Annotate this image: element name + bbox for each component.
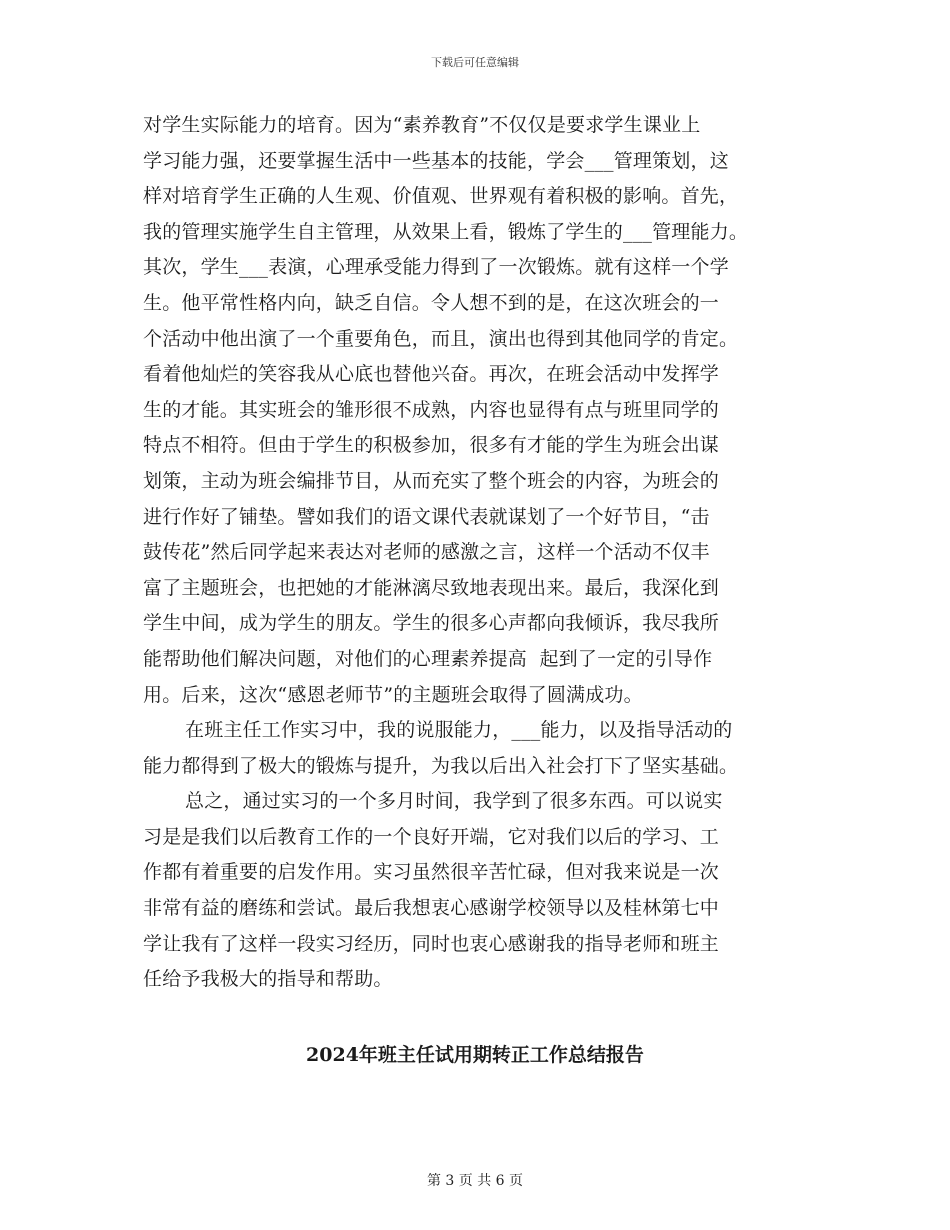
text-line: 个活动中他出演了一个重要角色，而且，演出也得到其他同学的肯定。 [143, 327, 739, 350]
text-line: 我的管理实施学生自主管理，从效果上看，锻炼了学生的___管理能力。 [143, 220, 749, 243]
text-line: 富了主题班会，也把她的才能淋漓尽致地表现出来。最后，我深化到 [143, 576, 720, 599]
text-line: 对学生实际能力的培育。因为“素养教育”不仅仅是要求学生课业上 [143, 114, 701, 136]
text-line: 学生中间，成为学生的朋友。学生的很多心声都向我倾诉，我尽我所 [143, 612, 720, 635]
text-line: 特点不相符。但由于学生的积极参加，很多有才能的学生为班会出谋 [143, 434, 720, 457]
section-heading: 2024年班主任试用期转正工作总结报告 [306, 1044, 644, 1066]
document-body [143, 108, 807, 998]
text-line: 能帮助他们解决问题，对他们的心理素养提高 起到了一定的引导作 [143, 647, 713, 670]
text-line: 用。后来，这次“感恩老师节”的主题班会取得了圆满成功。 [143, 683, 643, 706]
page-number-footer: 第 3 页 共 6 页 [426, 1173, 524, 1189]
text-line: 非常有益的磨练和尝试。最后我想衷心感谢学校领导以及桂林第七中 [143, 897, 720, 920]
text-line: 生的才能。其实班会的雏形很不成熟，内容也显得有点与班里同学的 [143, 398, 720, 421]
text-line: 任给予我极大的指导和帮助。 [143, 968, 393, 991]
text-line: 学让我有了这样一段实习经历，同时也衷心感谢我的指导老师和班主 [143, 932, 720, 955]
text-line-paragraph-start: 在班主任工作实习中，我的说服能力，___能力，以及指导活动的 [185, 719, 733, 742]
text-line: 样对培育学生正确的人生观、价值观、世界观有着积极的影响。首先， [143, 185, 739, 208]
header-note: 下载后可任意编辑 [431, 56, 519, 69]
text-line: 鼓传花”然后同学起来表达对老师的感激之言，这样一个活动不仅丰 [143, 541, 710, 564]
text-line: 能力都得到了极大的锻炼与提升，为我以后出入社会打下了坚实基础。 [143, 754, 739, 777]
text-line: 作都有着重要的启发作用。实习虽然很辛苦忙碌，但对我来说是一次 [143, 861, 720, 884]
text-line-paragraph-start: 总之，通过实习的一个多月时间，我学到了很多东西。可以说实 [185, 790, 723, 813]
text-line: 学习能力强，还要掌握生活中一些基本的技能，学会___管理策划，这 [143, 149, 729, 172]
text-line: 其次，学生___表演，心理承受能力得到了一次锻炼。就有这样一个学 [143, 256, 729, 279]
text-line: 进行作好了铺垫。譬如我们的语文课代表就谋划了一个好节目，“击 [143, 505, 710, 528]
text-line: 看着他灿烂的笑容我从心底也替他兴奋。再次，在班会活动中发挥学 [143, 363, 720, 386]
text-line: 习是是我们以后教育工作的一个良好开端，它对我们以后的学习、工 [143, 825, 720, 848]
text-line: 生。他平常性格内向，缺乏自信。令人想不到的是，在这次班会的一 [143, 291, 720, 314]
text-line: 划策，主动为班会编排节目，从而充实了整个班会的内容，为班会的 [143, 469, 720, 492]
